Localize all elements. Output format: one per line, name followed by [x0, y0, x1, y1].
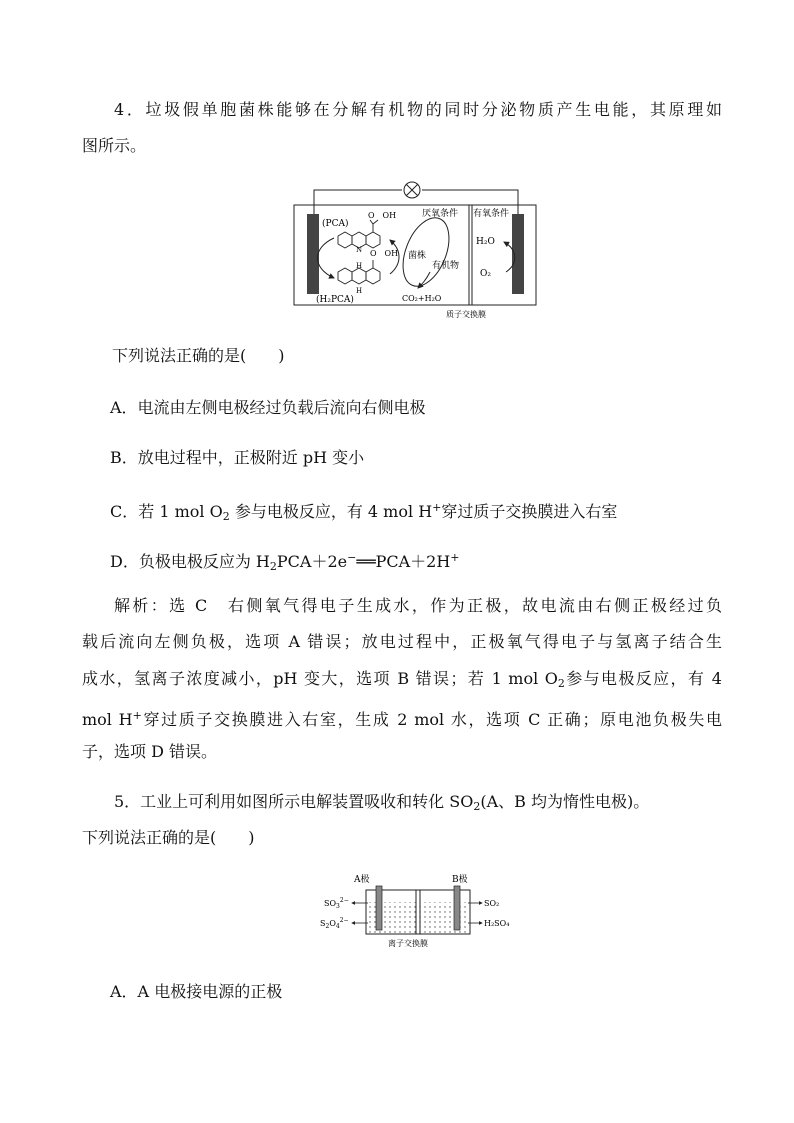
q4-option-d: D．负极电极反应为 $H_2PCA+2e^-══PCA+2H^+$: [110, 551, 460, 573]
water-label: H₂O: [476, 237, 495, 247]
left-electrode: [307, 214, 319, 294]
q5-stem-line1: 5．工业上可利用如图所示电解装置吸收和转化 $SO_2(A$、B 均为惰性电极)。: [114, 792, 650, 813]
q5-stem-line2: 下列说法正确的是( ): [82, 828, 255, 847]
q4-stem-line1: 4．垃圾假单胞菌株能够在分解有机物的同时分泌物质产生电能，其原理如: [114, 100, 722, 119]
b-electrode-label: B极: [452, 875, 468, 885]
q4-prompt: 下列说法正确的是( ): [112, 346, 285, 365]
membrane-label: 质子交换膜: [446, 310, 486, 319]
aerobic-label: 有氧条件: [473, 209, 510, 219]
oh-label-top: O OH: [368, 211, 397, 220]
h2pca-label: (H₂PCA): [316, 295, 354, 305]
pca-label: (PCA): [322, 219, 349, 229]
electrode-a: [376, 886, 382, 930]
h2so4-label: H₂SO₄: [484, 919, 510, 928]
electrode-b: [454, 886, 460, 930]
analysis-line1: 解析：选 C 右侧氧气得电子生成水，作为正极，故电流由右侧正极经过负: [114, 596, 722, 615]
analysis-line3: 成水，氢离子浓度减小，pH 变大，选项 B 错误；若 1 mol $O_2$参与电极反应，有 4: [82, 669, 722, 690]
q5-option-a: A．A 电极接电源的正极: [110, 982, 283, 1001]
q4-option-c: C．若 1 mol $O_2$ 参与电极反应，有 4 mol H+穿过质子交换膜进入右室: [110, 501, 618, 523]
analysis-line2: 载后流向左侧负极，选项 A 错误；放电过程中，正极氧气得电子与氢离子结合生: [82, 632, 722, 651]
so2-label: SO₂: [484, 899, 500, 908]
strain-label: 菌株: [408, 251, 427, 261]
q4-stem-line2: 图所示。: [82, 136, 147, 155]
oh-label-bottom: O OH: [370, 249, 399, 258]
q4-option-a: A．电流由左侧电极经过负载后流向右侧电极: [110, 398, 426, 417]
q4-figure: [290, 180, 542, 320]
s2o4-label: $S_2O_4^{2-}$: [320, 917, 349, 930]
h-label-top: H: [356, 262, 363, 270]
h-label-bottom: H: [356, 287, 363, 295]
ion-membrane-label: 离子交换膜: [388, 939, 428, 948]
anaerobic-label: 厌氧条件: [422, 209, 459, 219]
a-electrode-label: A极: [354, 875, 370, 885]
so3-label: $SO_3^{2-}$: [324, 897, 349, 910]
oxygen-label: O₂: [480, 269, 491, 279]
analysis-line5: 子，选项 D 错误。: [82, 742, 218, 761]
organic-label: 有机物: [432, 261, 460, 271]
n-label-top: N: [356, 246, 363, 254]
products-label: CO₂+H₂O: [402, 294, 442, 303]
analysis-line4: mol H+穿过质子交换膜进入右室，生成 2 mol 水，选项 C 正确；原电池负极失电: [82, 709, 722, 729]
q4-option-b: B．放电过程中，正极附近 pH 变小: [110, 448, 365, 467]
lamp-icon: [404, 182, 420, 198]
q5-figure: [318, 870, 518, 952]
right-electrode: [512, 214, 524, 294]
